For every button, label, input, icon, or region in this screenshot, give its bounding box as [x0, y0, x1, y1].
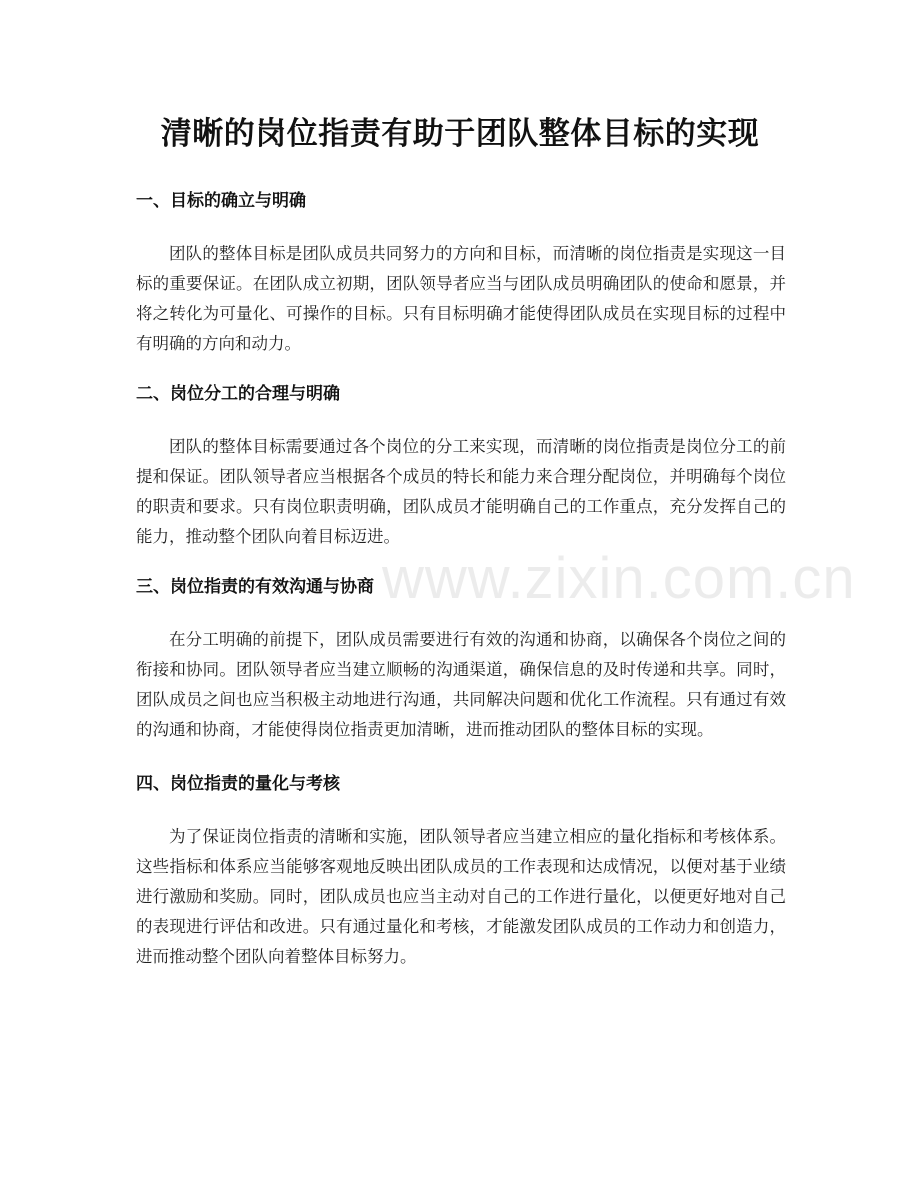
section-paragraph-1: 团队的整体目标是团队成员共同努力的方向和目标，而清晰的岗位指责是实现这一目标的重要保证。在团队成立初期，团队领导者应当与团队成员明确团队的使命和愿景，并将之转化为可量化、可操作的目标。只有目标明确才能使得团队成员在实现目标的过程中有明确的方向和动力。 — [136, 244, 786, 353]
section-paragraph-2: 团队的整体目标需要通过各个岗位的分工来实现，而清晰的岗位指责是岗位分工的前提和保证。团队领导者应当根据各个成员的特长和能力来合理分配岗位，并明确每个岗位的职责和要求。只有岗位职责明确，团队成员才能明确自己的工作重点，充分发挥自己的能力，推动整个团队向着目标迈进。 — [136, 437, 786, 546]
section-heading-1: 一、目标的确立与明确 — [136, 191, 306, 211]
document-title: 清晰的岗位指责有助于团队整体目标的实现 — [160, 116, 760, 152]
watermark-text: www.zixin.com.cn — [382, 546, 856, 611]
document-body — [136, 186, 786, 972]
section-heading-4: 四、岗位指责的量化与考核 — [136, 774, 340, 794]
section-heading-2: 二、岗位分工的合理与明确 — [136, 384, 340, 404]
section-heading-3: 三、岗位指责的有效沟通与协商 — [136, 577, 374, 597]
section-paragraph-4: 为了保证岗位指责的清晰和实施，团队领导者应当建立相应的量化指标和考核体系。这些指标和体系应当能够客观地反映出团队成员的工作表现和达成情况，以便对基于业绩进行激励和奖励。同时，团队成员也应当主动对自己的工作进行量化，以便更好地对自己的表现进行评估和改进。只有通过量化和考核，才能激发团队成员的工作动力和创造力，进而推动整个团队向着整体目标努力。 — [136, 827, 786, 966]
section-paragraph-3: 在分工明确的前提下，团队成员需要进行有效的沟通和协商，以确保各个岗位之间的衔接和协同。团队领导者应当建立顺畅的沟通渠道，确保信息的及时传递和共享。同时，团队成员之间也应当积极主动地进行沟通，共同解决问题和优化工作流程。只有通过有效的沟通和协商，才能使得岗位指责更加清晰，进而推动团队的整体目标的实现。 — [136, 630, 786, 739]
